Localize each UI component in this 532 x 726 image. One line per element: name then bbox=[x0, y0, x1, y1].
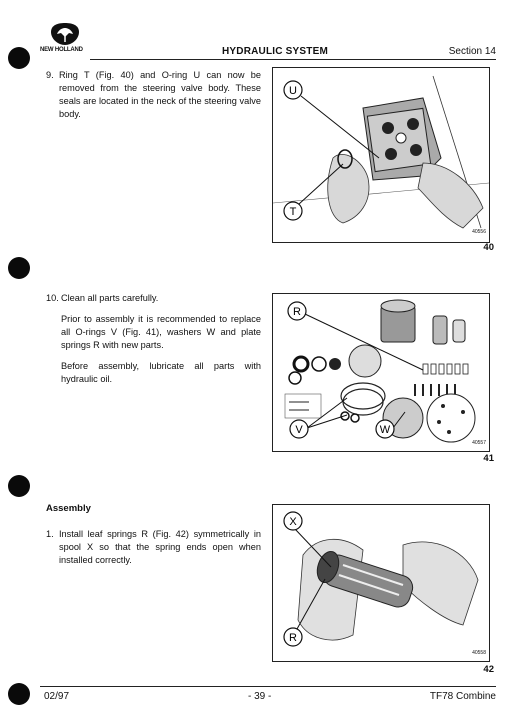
new-holland-logo bbox=[40, 22, 100, 53]
punch-hole bbox=[8, 47, 30, 69]
figure-40-illustration bbox=[273, 68, 489, 242]
step-number: 10. bbox=[46, 293, 59, 303]
step-text: Before assembly, lubricate all parts with hydraulic oil. bbox=[61, 361, 261, 384]
step-text: Install leaf springs R (Fig. 42) symmetrically in spool X so that the spring ends open when installed correctly. bbox=[59, 529, 261, 565]
figure-42-illustration bbox=[273, 505, 489, 661]
step-9 bbox=[46, 69, 261, 129]
callout-r: R bbox=[289, 632, 297, 644]
footer-model: TF78 Combine bbox=[429, 691, 496, 702]
callout-w: W bbox=[379, 424, 391, 436]
figure-number: 41 bbox=[483, 453, 494, 464]
punch-hole bbox=[8, 475, 30, 497]
figure-41-illustration bbox=[273, 294, 489, 451]
step-text: Clean all parts carefully. bbox=[61, 293, 159, 303]
figure-number: 42 bbox=[483, 664, 494, 675]
punch-hole bbox=[8, 257, 30, 279]
step-1 bbox=[46, 528, 261, 575]
footer-page-number: - 39 - bbox=[248, 691, 272, 702]
figure-number: 40 bbox=[483, 242, 494, 253]
step-number: 1. bbox=[46, 529, 54, 539]
figure-code: 40556 bbox=[472, 229, 486, 235]
step-number: 9. bbox=[46, 70, 54, 80]
figure-40 bbox=[272, 67, 490, 243]
figure-42 bbox=[272, 504, 490, 662]
punch-hole bbox=[8, 683, 30, 705]
brand-name: NEW HOLLAND bbox=[40, 47, 83, 53]
step-10 bbox=[46, 292, 261, 394]
footer-rule bbox=[40, 686, 496, 687]
header-rule bbox=[90, 59, 496, 60]
figure-code: 40557 bbox=[472, 440, 486, 446]
figure-code: 40558 bbox=[472, 650, 486, 656]
callout-t: T bbox=[289, 206, 297, 218]
header-title: HYDRAULIC SYSTEM bbox=[222, 46, 328, 57]
callout-r: R bbox=[293, 306, 301, 318]
callout-x: X bbox=[289, 516, 297, 528]
footer-date: 02/97 bbox=[44, 691, 70, 702]
step-text: Ring T (Fig. 40) and O-ring U can now be removed from the steering valve body. These seals are located in the neck of the steering valve body. bbox=[59, 70, 261, 119]
leaf-logo-icon bbox=[48, 22, 82, 46]
assembly-heading: Assembly bbox=[46, 503, 91, 514]
callout-u: U bbox=[289, 85, 297, 97]
step-text: Prior to assembly it is recommended to replace all O-rings V (Fig. 41), washers W and plate springs R with new parts. bbox=[61, 314, 261, 350]
callout-v: V bbox=[295, 424, 303, 436]
figure-41 bbox=[272, 293, 490, 452]
header-section: Section 14 bbox=[448, 46, 496, 57]
